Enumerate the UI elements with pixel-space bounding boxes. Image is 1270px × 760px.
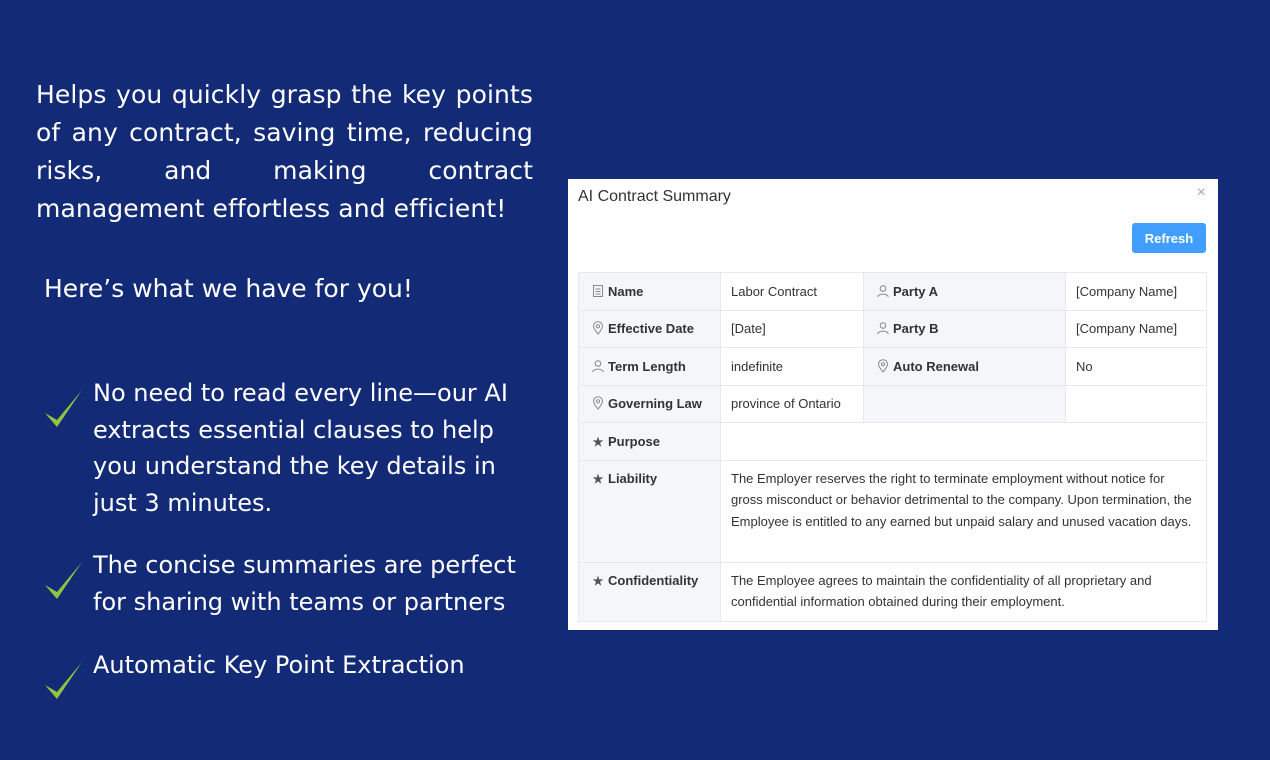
location-pin-icon — [591, 321, 605, 335]
field-label: Auto Renewal — [893, 358, 979, 374]
field-label-cell — [864, 273, 1066, 311]
intro-text: Helps you quickly grasp the key points of any contract, saving time, reducing risks, and making contract management effortless and efficient! — [36, 80, 533, 223]
field-label-cell — [579, 460, 721, 562]
table-row — [579, 310, 1207, 348]
checkmark-icon — [42, 387, 84, 429]
location-pin-icon — [591, 396, 605, 410]
location-pin-icon — [876, 359, 890, 373]
user-icon — [591, 359, 605, 373]
field-value: [Company Name] — [1066, 273, 1207, 311]
table-row — [579, 562, 1207, 621]
field-value: The Employee agrees to maintain the confidentiality of all proprietary and confidential information obtained during their employment. — [721, 562, 1207, 621]
field-label: Effective Date — [608, 321, 694, 337]
feature-item — [42, 375, 542, 521]
empty-label-cell — [864, 385, 1066, 423]
field-value: [Date] — [721, 310, 864, 348]
panel-title: AI Contract Summary — [578, 188, 731, 205]
star-icon: ★ — [592, 573, 604, 588]
summary-table — [578, 272, 1207, 622]
feature-item — [42, 647, 542, 701]
user-icon — [876, 284, 890, 298]
field-label-cell — [579, 273, 721, 311]
field-label-cell — [864, 310, 1066, 348]
document-icon — [591, 284, 605, 298]
field-label-cell — [579, 310, 721, 348]
table-row — [579, 348, 1207, 386]
table-row — [579, 385, 1207, 423]
field-value — [721, 423, 1207, 461]
contract-summary-panel — [568, 179, 1218, 630]
field-label-cell — [579, 562, 721, 621]
field-label-cell — [579, 385, 721, 423]
field-value: [Company Name] — [1066, 310, 1207, 348]
field-label: Purpose — [608, 433, 661, 449]
refresh-button[interactable]: Refresh — [1132, 223, 1206, 253]
feature-text: Automatic Key Point Extraction — [93, 651, 465, 679]
field-label: Name — [608, 283, 644, 299]
empty-value-cell — [1066, 385, 1207, 423]
field-label: Liability — [608, 470, 658, 486]
table-row — [579, 460, 1207, 562]
field-label-cell — [864, 348, 1066, 386]
close-icon[interactable]: × — [1196, 184, 1206, 201]
field-value: indefinite — [721, 348, 864, 386]
table-row — [579, 273, 1207, 311]
field-value: No — [1066, 348, 1207, 386]
field-value: The Employer reserves the right to terminate employment without notice for gross misconduct or behavior detrimental to the company. Upon termination, the Employee is entitled to any earned but unpaid salary and unused vacation days. — [721, 460, 1207, 562]
field-value: province of Ontario — [721, 385, 864, 423]
star-icon: ★ — [592, 471, 604, 486]
field-label-cell — [579, 348, 721, 386]
feature-item — [42, 547, 542, 620]
user-icon — [876, 321, 890, 335]
feature-text: The concise summaries are perfect for sharing with teams or partners — [93, 551, 516, 616]
field-label: Party B — [893, 321, 939, 337]
feature-text: No need to read every line—our AI extracts essential clauses to help you understand the key details in just 3 minutes. — [93, 379, 508, 517]
tagline: Here’s what we have for you! — [44, 274, 413, 303]
checkmark-icon — [42, 659, 84, 701]
table-row — [579, 423, 1207, 461]
field-label: Confidentiality — [608, 572, 699, 588]
field-label: Party A — [893, 283, 939, 299]
checkmark-icon — [42, 559, 84, 601]
field-label: Governing Law — [608, 396, 702, 412]
field-label: Term Length — [608, 358, 686, 374]
field-label-cell — [579, 423, 721, 461]
star-icon: ★ — [592, 434, 604, 449]
field-value: Labor Contract — [721, 273, 864, 311]
